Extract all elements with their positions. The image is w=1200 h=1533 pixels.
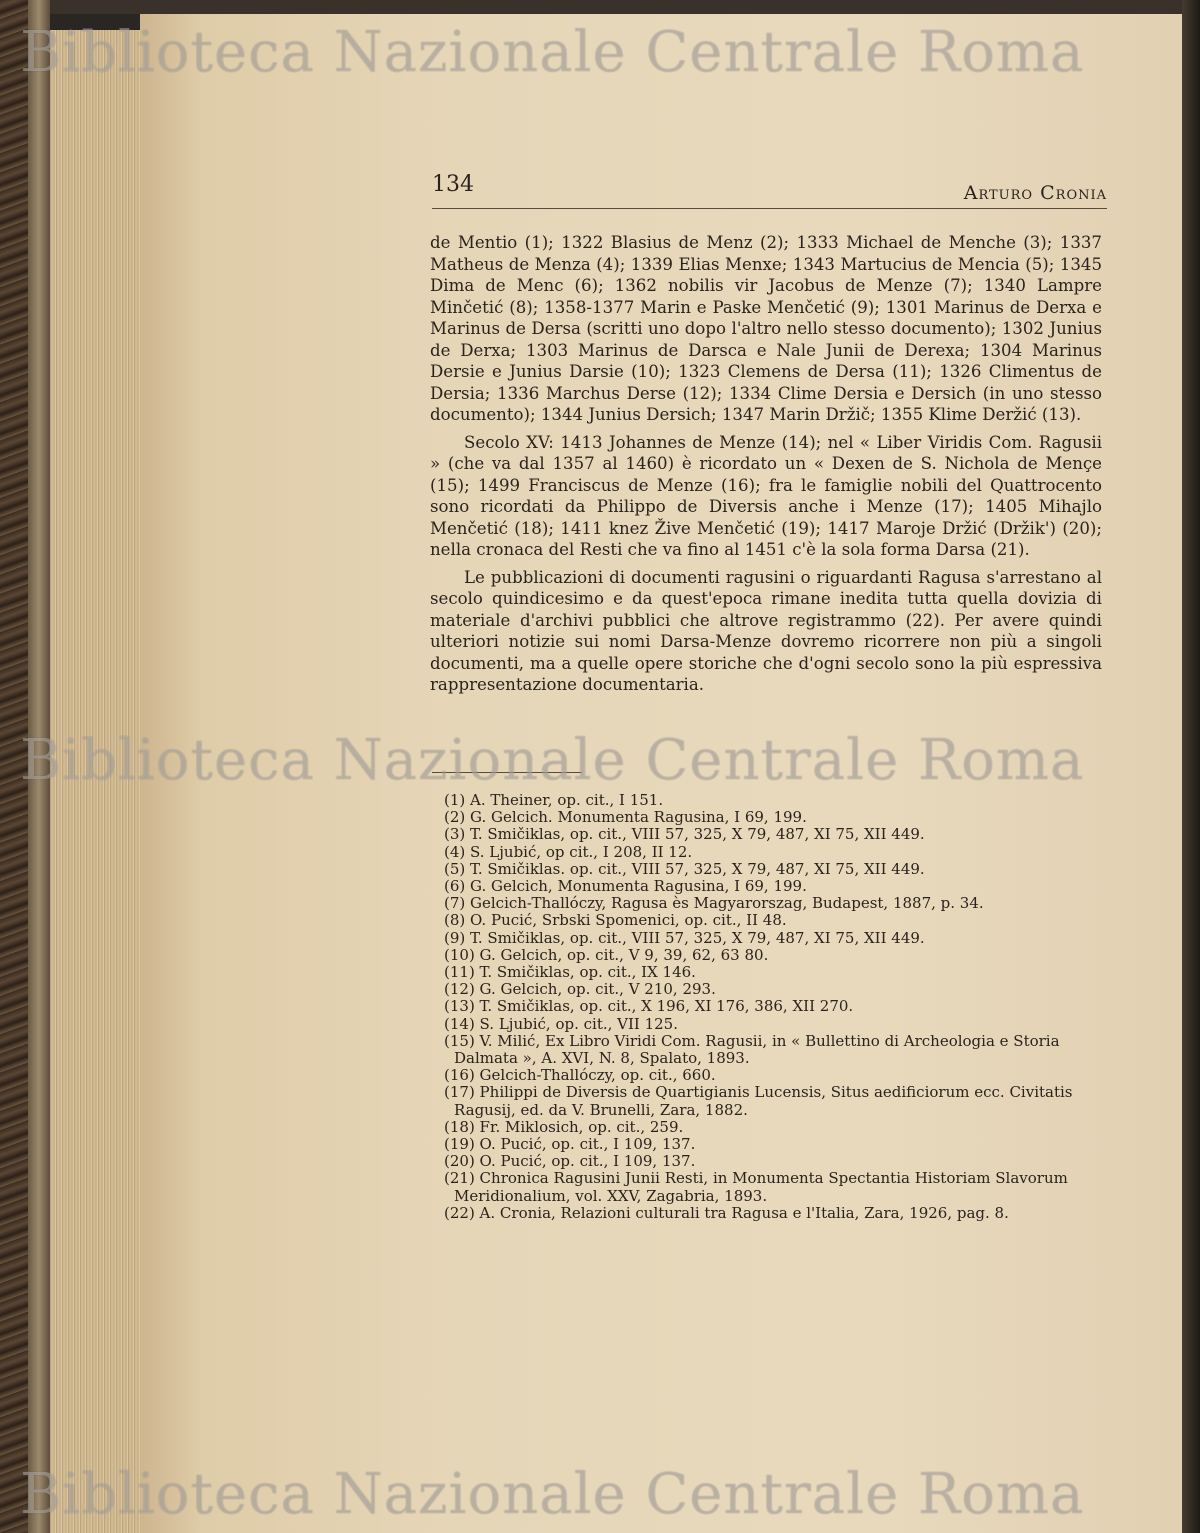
footnote-6: (6) G. Gelcich, Monumenta Ragusina, I 69, 199. [444,877,807,896]
footnote-8: (8) O. Pucić, Srbski Spomenici, op. cit., II 48. [444,911,787,930]
footnote-5: (5) T. Smičiklas. op. cit., VIII 57, 325, X 79, 487, XI 75, XII 449. [444,859,925,878]
footnotes [414,792,1104,1222]
footnote-22: (22) A. Cronia, Relazioni culturali tra Ragusa e l'Italia, Zara, 1926, pag. 8. [444,1203,1009,1222]
scan-top-edge [0,0,1200,14]
paragraph-3: Le pubblicazioni di documenti ragusini o riguardanti Ragusa s'arrestano al secolo quindicesimo e da quest'epoca rimane inedita tutta quella dovizia di materiale d'archivi pubblici che altrove registrammo (22). Per avere quindi ulteriori notizie sui nomi Darsa-Menze dovremo ricorrere non più a singoli documenti, ma a quelle opere storiche che d'ogni secolo sono la più espressiva rappresentazione documentaria. [430,567,1102,694]
footnote-16: (16) Gelcich-Thallóczy, op. cit., 660. [444,1066,716,1085]
footnote-12: (12) G. Gelcich, op. cit., V 210, 293. [444,980,716,999]
watermark-bottom: Biblioteca Nazionale Centrale Roma [20,1462,1085,1527]
paragraph-2: Secolo XV: 1413 Johannes de Menze (14); nel « Liber Viridis Com. Ragusii » (che va dal 1357 al 1460) è ricordato un « Dexen de S. Nichola de Mençe (15); 1499 Franciscus de Menze (16); fra le famiglie nobili del Quattrocento sono ricordati da Philippo de Diversis anche i Menze (17); 1405 Mihajlo Menčetić (18); 1411 knez Žive Menčetić (19); 1417 Maroje Držić (Držik') (20); nella cronaca del Resti che va fino al 1451 c'è la sola forma Darsa (21). [430,432,1102,559]
footnote-7: (7) Gelcich-Thallóczy, Ragusa ès Magyarorszag, Budapest, 1887, p. 34. [444,894,984,913]
footnote-21: (21) Chronica Ragusini Junii Resti, in Monumenta Spectantia Historiam Slavorum Meridionalium, vol. XXV, Zagabria, 1893. [444,1169,1068,1205]
footnote-11: (11) T. Smičiklas, op. cit., IX 146. [444,963,696,982]
footnote-18: (18) Fr. Miklosich, op. cit., 259. [444,1117,684,1136]
running-head: Arturo Cronia [963,182,1107,204]
watermark-top: Biblioteca Nazionale Centrale Roma [20,20,1085,85]
footnote-20: (20) O. Pucić, op. cit., I 109, 137. [444,1152,696,1171]
footnote-4: (4) S. Ljubić, op cit., I 208, II 12. [444,842,693,861]
body-text [430,232,1102,702]
page-number: 134 [432,172,474,197]
footnote-2: (2) G. Gelcich. Monumenta Ragusina, I 69, 199. [444,808,807,827]
page-header [432,168,1107,209]
footnote-3: (3) T. Smičiklas, op. cit., VIII 57, 325, X 79, 487, XI 75, XII 449. [444,825,925,844]
footnote-19: (19) O. Pucić, op. cit., I 109, 137. [444,1135,696,1154]
footnote-9: (9) T. Smičiklas, op. cit., VIII 57, 325, X 79, 487, XI 75, XII 449. [444,928,925,947]
paragraph-1: de Mentio (1); 1322 Blasius de Menz (2); 1333 Michael de Menche (3); 1337 Matheus de Menza (4); 1339 Elias Menxe; 1343 Martucius de Mencia (5); 1345 Dima de Menc (6); 1362 nobilis vir Jacobus de Menze (7); 1340 Lampre Minčetić (8); 1358-1377 Marin e Paske Menčetić (9); 1301 Marinus de Derxa e Marinus de Dersa (scritti uno dopo l'altro nello stesso documento); 1302 Junius de Derxa; 1303 Marinus de Darsca e Nale Junii de Derexa; 1304 Marinus Dersie e Junius Darsie (10); 1323 Clemens de Dersa (11); 1326 Climentus de Dersia; 1336 Marchus Derse (12); 1334 Clime Dersia e Dersich (in uno stesso documento); 1344 Junius Dersich; 1347 Marin Držič; 1355 Klime Deržić (13). [430,233,1102,424]
watermark-middle: Biblioteca Nazionale Centrale Roma [20,728,1085,793]
footnote-14: (14) S. Ljubić, op. cit., VII 125. [444,1014,678,1033]
footnote-15: (15) V. Milić, Ex Libro Viridi Com. Ragusii, in « Bullettino di Archeologia e Storia Dalmata », A. XVI, N. 8, Spalato, 1893. [444,1031,1060,1068]
footnote-1: (1) A. Theiner, op. cit., I 151. [444,791,664,809]
footnote-10: (10) G. Gelcich, op. cit., V 9, 39, 62, 63 80. [444,945,769,964]
footnote-17: (17) Philippi de Diversis de Quartigianis Lucensis, Situs aedificiorum ecc. Civitatis Ragusij, ed. da V. Brunelli, Zara, 1882. [444,1083,1073,1119]
footnote-13: (13) T. Smičiklas, op. cit., X 196, XI 176, 386, XII 270. [444,997,854,1016]
